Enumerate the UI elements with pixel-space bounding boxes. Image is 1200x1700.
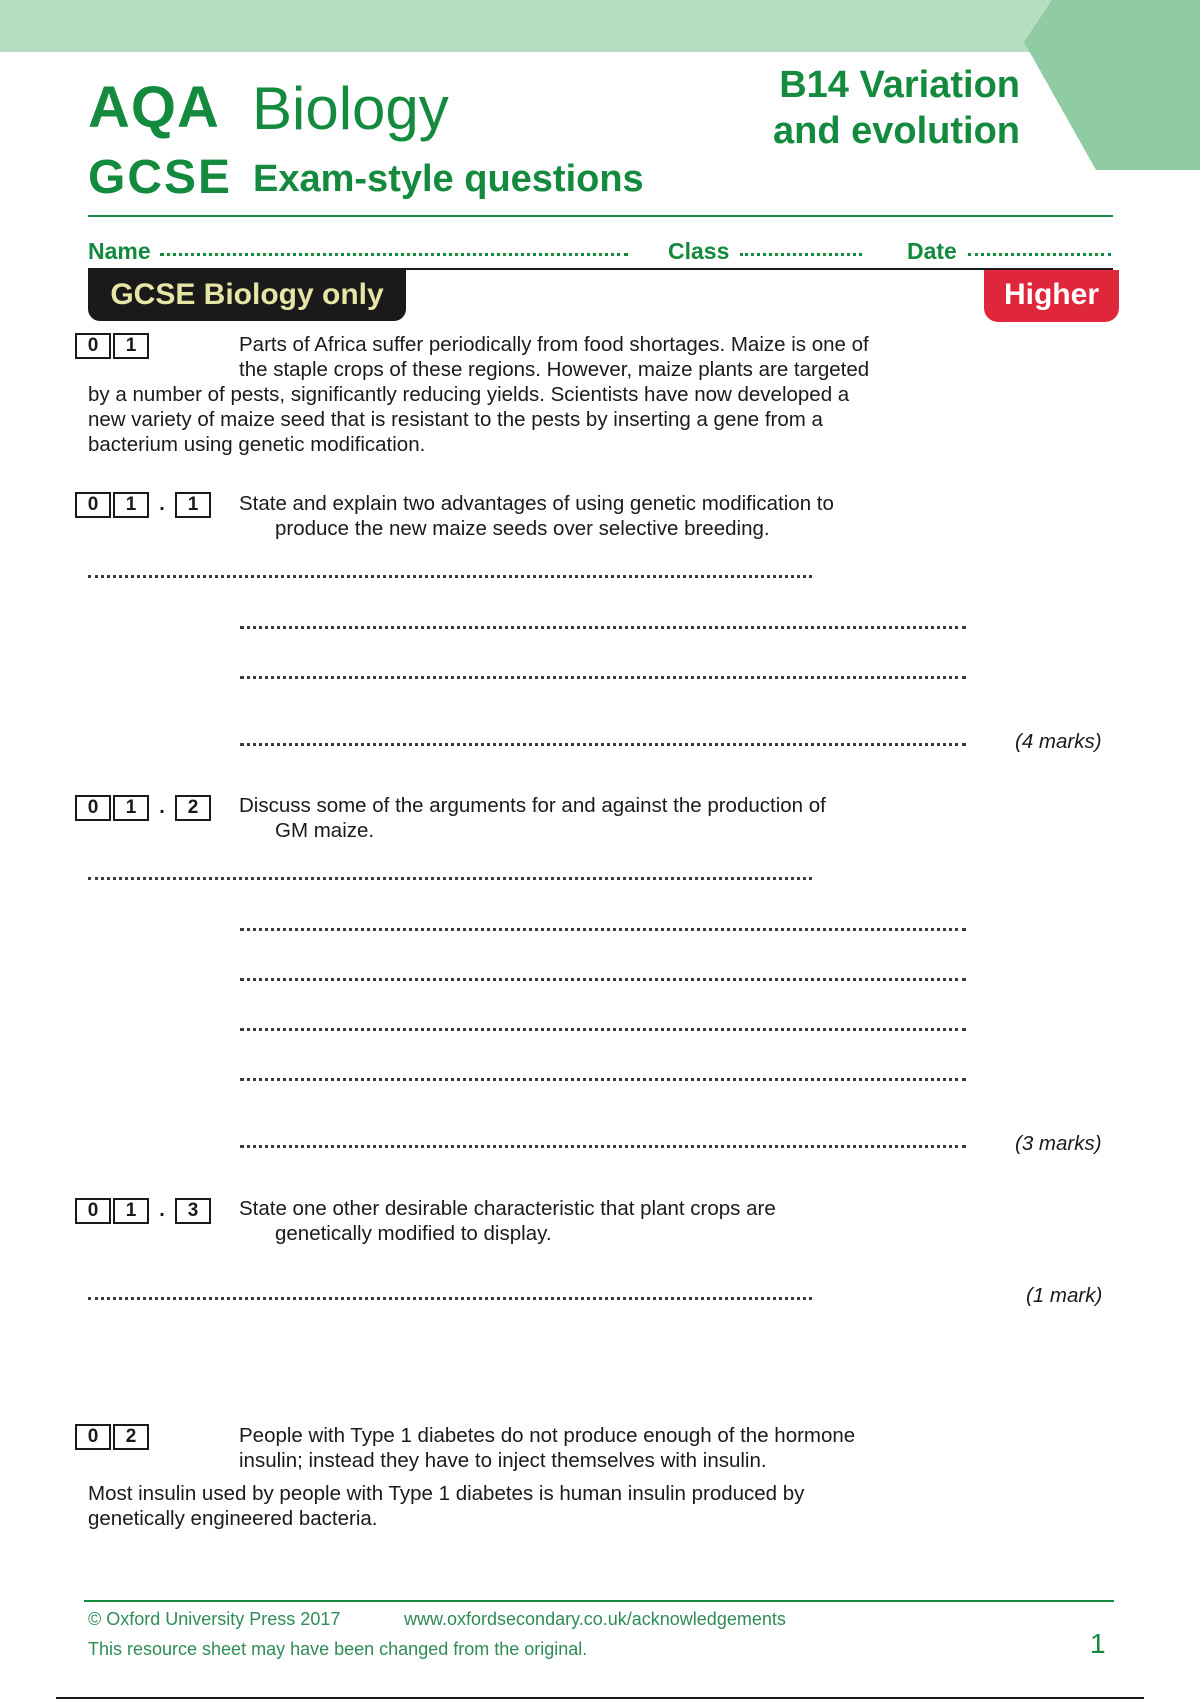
answer-line[interactable] [240, 978, 966, 981]
question-01-stem-line: bacterium using genetic modification. [88, 433, 426, 456]
question-01-stem-line: the staple crops of these regions. However, maize plants are targeted [239, 358, 870, 381]
number-box: 1 [113, 1198, 149, 1224]
question-01-stem-line: new variety of maize seed that is resistant to the pests by inserting a gene from a [88, 408, 823, 431]
question-02-text: insulin; instead they have to inject themselves with insulin. [239, 1449, 767, 1472]
date-label: Date [907, 238, 957, 264]
answer-line[interactable] [240, 1145, 966, 1148]
number-box: 0 [75, 1424, 111, 1450]
topic-title [700, 62, 1020, 154]
question-01-3-text: genetically modified to display. [275, 1222, 552, 1245]
question-01-stem-line: Parts of Africa suffer periodically from food shortages. Maize is one of [239, 333, 869, 356]
number-box: 0 [75, 1198, 111, 1224]
number-box: 2 [175, 795, 211, 821]
question-01-1-text: produce the new maize seeds over selective breeding. [275, 517, 770, 540]
question-01-1-text: State and explain two advantages of using genetic modification to [239, 492, 834, 515]
header-divider [88, 215, 1113, 217]
marks-label: (3 marks) [1015, 1132, 1102, 1155]
answer-line[interactable] [240, 676, 966, 679]
question-01-2-text: GM maize. [275, 819, 375, 842]
course-badge: GCSE Biology only [88, 268, 406, 321]
name-label: Name [88, 238, 151, 264]
question-number-01 [75, 333, 149, 359]
resource-notice: This resource sheet may have been changed from the original. [88, 1639, 588, 1659]
question-number-01-1 [75, 492, 211, 518]
answer-line[interactable] [88, 877, 812, 880]
topic-line-1: B14 Variation [779, 64, 1020, 106]
number-box: 0 [75, 492, 111, 518]
name-field[interactable] [160, 253, 628, 256]
tier-badge: Higher [984, 270, 1119, 322]
logo-level: GCSE [88, 151, 233, 204]
class-label: Class [668, 238, 730, 264]
copyright-notice: © Oxford University Press 2017 [88, 1609, 341, 1629]
header-corner-decoration [1024, 0, 1200, 170]
answer-line[interactable] [240, 743, 966, 746]
question-01-3-text: State one other desirable characteristic that plant crops are [239, 1197, 776, 1220]
answer-line[interactable] [240, 928, 966, 931]
acknowledgements-link[interactable]: www.oxfordsecondary.co.uk/acknowledgements [404, 1609, 786, 1629]
number-box: 1 [175, 492, 211, 518]
question-number-01-3 [75, 1198, 211, 1224]
header-band [0, 0, 1200, 52]
page-subtitle: Exam-style questions [253, 158, 644, 200]
question-01-stem-line: by a number of pests, significantly reducing yields. Scientists have now developed a [88, 383, 850, 406]
number-separator: . [159, 493, 165, 515]
marks-label: (4 marks) [1015, 730, 1102, 753]
answer-line[interactable] [88, 1297, 812, 1300]
number-separator: . [159, 1199, 165, 1221]
question-01-2-text: Discuss some of the arguments for and against the production of [239, 794, 826, 817]
number-box: 0 [75, 795, 111, 821]
question-02-text: genetically engineered bacteria. [88, 1507, 378, 1530]
footer-divider [84, 1600, 1114, 1602]
question-number-01-2 [75, 795, 211, 821]
number-box: 2 [113, 1424, 149, 1450]
answer-line[interactable] [240, 1028, 966, 1031]
page-bottom-edge [56, 1697, 1144, 1699]
logo-subject: Biology [252, 75, 449, 142]
logo-aqa: AQA [88, 75, 220, 140]
question-number-02 [75, 1424, 149, 1450]
date-field[interactable] [968, 253, 1111, 256]
answer-line[interactable] [88, 575, 812, 578]
marks-label: (1 mark) [1026, 1284, 1103, 1307]
topic-line-2: and evolution [773, 110, 1020, 152]
question-02-text: People with Type 1 diabetes do not produce enough of the hormone [239, 1424, 856, 1447]
answer-line[interactable] [240, 626, 966, 629]
number-box: 0 [75, 333, 111, 359]
number-box: 1 [113, 492, 149, 518]
number-separator: . [159, 796, 165, 818]
number-box: 1 [113, 795, 149, 821]
number-box: 3 [175, 1198, 211, 1224]
question-02-text: Most insulin used by people with Type 1 diabetes is human insulin produced by [88, 1482, 805, 1505]
answer-line[interactable] [240, 1078, 966, 1081]
class-field[interactable] [740, 253, 862, 256]
page-number: 1 [1090, 1628, 1106, 1659]
number-box: 1 [113, 333, 149, 359]
